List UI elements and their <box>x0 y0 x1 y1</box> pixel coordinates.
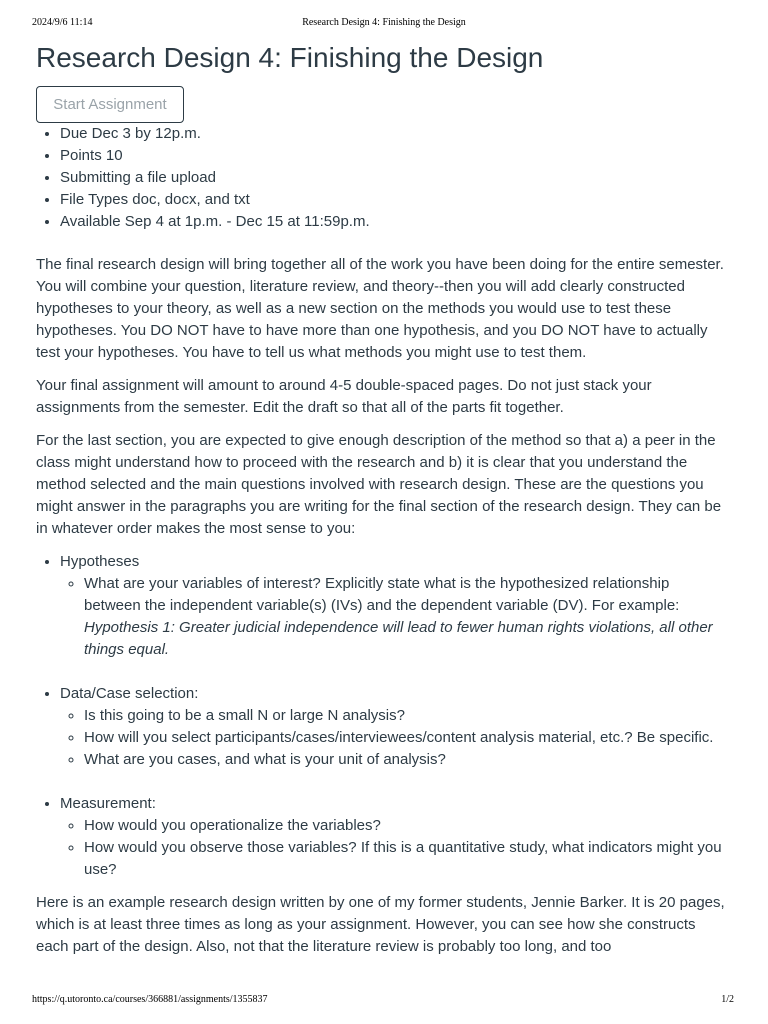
description-paragraph: For the last section, you are expected to give enough description of the method so that a) a peer in the class might understand how to proceed with the research and b) it is clear that you understand the method selected and the main questions involved with research design. These are the questions you might answer in the paragraphs you are writing for the final section of the research design. They can be in whatever order makes the most sense to you: <box>36 432 722 537</box>
topic-title: Hypotheses <box>60 553 140 570</box>
detail-file-types: • File Types doc, docx, and txt <box>60 189 730 211</box>
page-title: Research Design 4: Finishing the Design <box>36 42 544 73</box>
print-footer <box>32 994 736 1008</box>
topic-question: ◦ How would you observe those variables? If this is a quantitative study, what indicators might you use? <box>84 837 730 881</box>
topic-data-case-selection <box>60 683 730 771</box>
question-text: What are your variables of interest? Explicitly state what is the hypothesized relationship between the independent variable(s) (IVs) and the dependent variable (DV). For example: <box>84 575 680 614</box>
topic-question: ◦ How would you operationalize the variables? <box>84 815 730 837</box>
topic-questions <box>60 705 730 771</box>
detail-points: • Points 10 <box>60 145 730 167</box>
detail-available: • Available Sep 4 at 1p.m. - Dec 15 at 11:59p.m. <box>60 211 730 233</box>
detail-due: • Due Dec 3 by 12p.m. <box>60 123 730 145</box>
assignment-description <box>36 254 730 958</box>
print-date: 2024/9/6 11:14 <box>32 17 93 28</box>
topic-hypotheses <box>60 551 730 661</box>
print-url: https://q.utoronto.ca/courses/366881/assignments/1355837 <box>32 994 268 1005</box>
detail-submission-type: • Submitting a file upload <box>60 167 730 189</box>
closing-paragraph: Here is an example research design written by one of my former students, Jennie Barker. It is 20 pages, which is at least three times as long as your assignment. However, you can see how she constructs each part of the design. Also, not that the literature review is probably too long, and too <box>36 894 725 955</box>
topic-measurement <box>60 793 730 881</box>
topic-question: ◦ What are you cases, and what is your unit of analysis? <box>84 749 730 771</box>
print-header <box>32 17 736 31</box>
topic-question: ◦ Is this going to be a small N or large N analysis? <box>84 705 730 727</box>
print-page-number: 1/2 <box>721 994 734 1005</box>
description-paragraph: Your final assignment will amount to around 4-5 double-spaced pages. Do not just stack your assignments from the semester. Edit the draft so that all of the parts fit together. <box>36 377 652 416</box>
question-topics-list <box>36 551 730 881</box>
topic-title: Data/Case selection: <box>60 685 199 702</box>
assignment-details-list <box>36 123 730 233</box>
print-doc-title: Research Design 4: Finishing the Design <box>302 17 466 28</box>
topic-question <box>84 573 730 661</box>
assignment-content <box>36 40 730 980</box>
topic-question: ◦ How will you select participants/cases/interviewees/content analysis material, etc.? Be specific. <box>84 727 730 749</box>
start-assignment-button[interactable]: Start Assignment <box>36 86 184 123</box>
topic-questions <box>60 573 730 661</box>
description-paragraph: The final research design will bring together all of the work you have been doing for the entire semester. You will combine your question, literature review, and theory--then you will add clearly constructed hypotheses to your theory, as well as a new section on the methods you would use to test these hypotheses. You DO NOT have to have more than one hypothesis, and you DO NOT have to actually test your hypotheses. You have to tell us what methods you might use to test them. <box>36 256 724 361</box>
topic-questions <box>60 815 730 881</box>
hypothesis-example: Hypothesis 1: Greater judicial independence will lead to fewer human rights violations, all other things equal. <box>84 619 713 658</box>
topic-title: Measurement: <box>60 795 156 812</box>
